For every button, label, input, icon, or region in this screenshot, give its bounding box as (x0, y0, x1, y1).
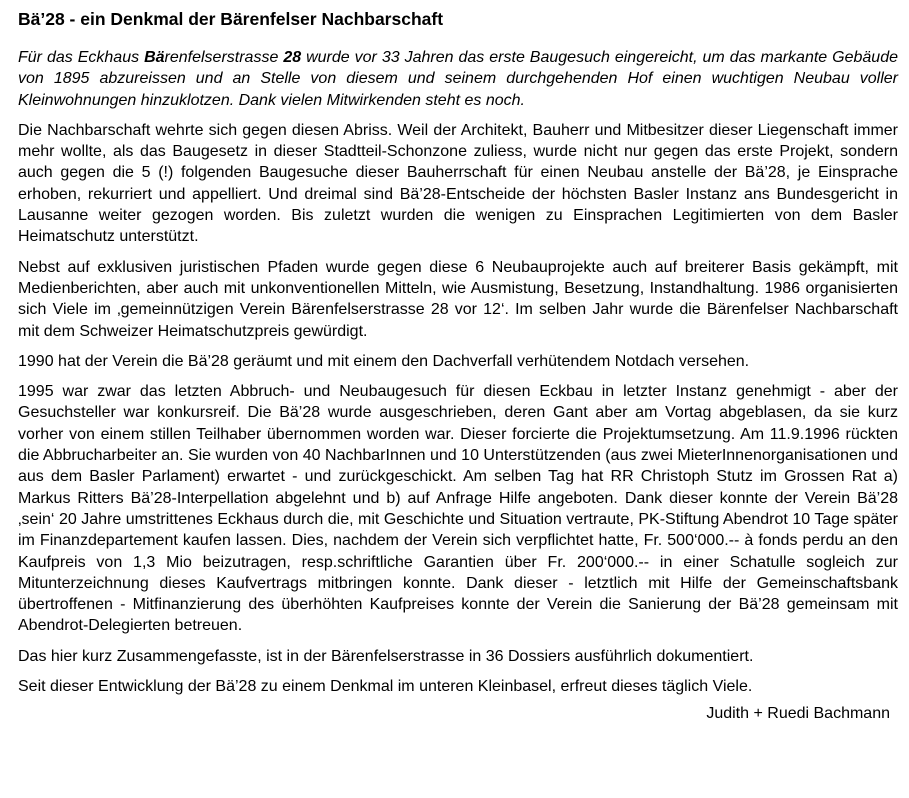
paragraph-1995: 1995 war zwar das letzten Abbruch- und Neubaugesuch für diesen Eckbau in letzter Instanz genehmigt - aber der Gesuchsteller war konkursreif. Die Bä’28 wurde ausgeschrieben, deren Gant aber am Vortag abgeblasen, da sie kurz vorher von einem stillen Teilhaber übernommen worden war. Dieser forcierte die Projektumsetzung. Am 11.9.1996 rückten die Abbrucharbeiter an. Sie wurden von 40 NachbarInnen und 10 Unterstützenden (aus zwei MieterInnenorganisationen und aus dem Basler Parlament) erwartet - und zurückgeschickt. Am selben Tag hat RR Christoph Stutz im Grossen Rat a) Markus Ritters Bä’28-Interpellation abgelehnt und b) auf Anfrage Hilfe angeboten. Dank dieser konnte der Verein Bä’28 ‚sein‘ 20 Jahre umstrittenes Eckhaus durch die, mit Geschichte und Situation vertraute, PK-Stiftung Abendrot 10 Tage später im Finanzdepartement kaufen lassen. Dies, nachdem der Verein sich verpflichtet hatte, Fr. 500‘000.-- à fonds perdu an den Kaufpreis von 1,3 Mio beizutragen, resp.schriftliche Garantien über Fr. 200‘000.-- in einer Schatulle sogleich zur Mitunterzeichnung dieses Kaufvertrags mitbringen konnte. Dank dieser - letztlich mit Hilfe der Gemeinschaftsbank übertroffenen - Mitfinanzierung des überhöhten Kaufpreises konnte der Verein die Sanierung der Bä’28 gemeinsam mit Abendrot-Delegierten betreuen. (18, 383, 898, 635)
paragraph-1990: 1990 hat der Verein die Bä’28 geräumt und mit einem den Dachverfall verhütendem Notdach versehen. (18, 352, 750, 370)
paragraph-campaign: Nebst auf exklusiven juristischen Pfaden wurde gegen diese 6 Neubauprojekte auch auf breiterer Basis gekämpft, mit Medienberichten, aber auch mit unkonventionellen Mitteln, wie Ausmistung, Besetzung, Instandhaltung. 1986 organisierten sich Viele im ‚gemeinnützigen Verein Bärenfelserstrasse 28 vor 12‘. Im selben Jahr wurde die Bärenfelser Nachbarschaft mit dem Schweizer Heimatschutzpreis gewürdigt. (18, 258, 898, 340)
intro-bold-28: 28 (283, 49, 302, 66)
intro-text-3: wurde vor 33 Jahren das erste Baugesuch eingereicht, um das markante Gebäude von 1895 abzureissen und an Stelle von diesem und seinem durchgehenden Hof einen wuchtigen Neubau voller Kleinwohnungen hinzuklotzen. Dank vielen Mitwirkenden steht es noch. (18, 49, 898, 109)
intro-text-1: Für das Eckhaus (18, 49, 145, 66)
intro-paragraph (18, 47, 898, 111)
signature: Judith + Ruedi Bachmann (706, 705, 890, 723)
document-page (18, 8, 898, 724)
intro-bold-ba: Bä (144, 49, 165, 66)
paragraph-monument: Seit dieser Entwicklung der Bä’28 zu einem Denkmal im unteren Kleinbasel, erfreut dieses täglich Viele. (18, 678, 753, 696)
intro-text-2: renfelserstrasse (164, 49, 284, 66)
paragraph-dossiers: Das hier kurz Zusammengefasste, ist in der Bärenfelserstrasse in 36 Dossiers ausführlich dokumentiert. (18, 647, 754, 665)
document-title: Bä’28 - ein Denkmal der Bärenfelser Nachbarschaft (18, 9, 444, 29)
paragraph-opposition: Die Nachbarschaft wehrte sich gegen diesen Abriss. Weil der Architekt, Bauherr und Mitbesitzer dieser Liegenschaft immer mehr wollte, als das Baugesetz in dieser Stadtteil-Schonzone zuliess, wurde nicht nur gegen das erste Projekt, sondern auch gegen die 5 (!) folgenden Baugesuche dieser Bauherrschaft für einen Neubau anstelle der Bä’28, je Einsprache erhoben, rekurriert und appelliert. Und dreimal sind Bä’28-Entscheide der höchsten Basler Instanz ans Bundesgericht in Lausanne weiter gezogen worden. Bis zuletzt wurden die wenigen zu Einsprachen Legitimierten von dem Basler Heimatschutz unterstützt. (18, 121, 898, 246)
